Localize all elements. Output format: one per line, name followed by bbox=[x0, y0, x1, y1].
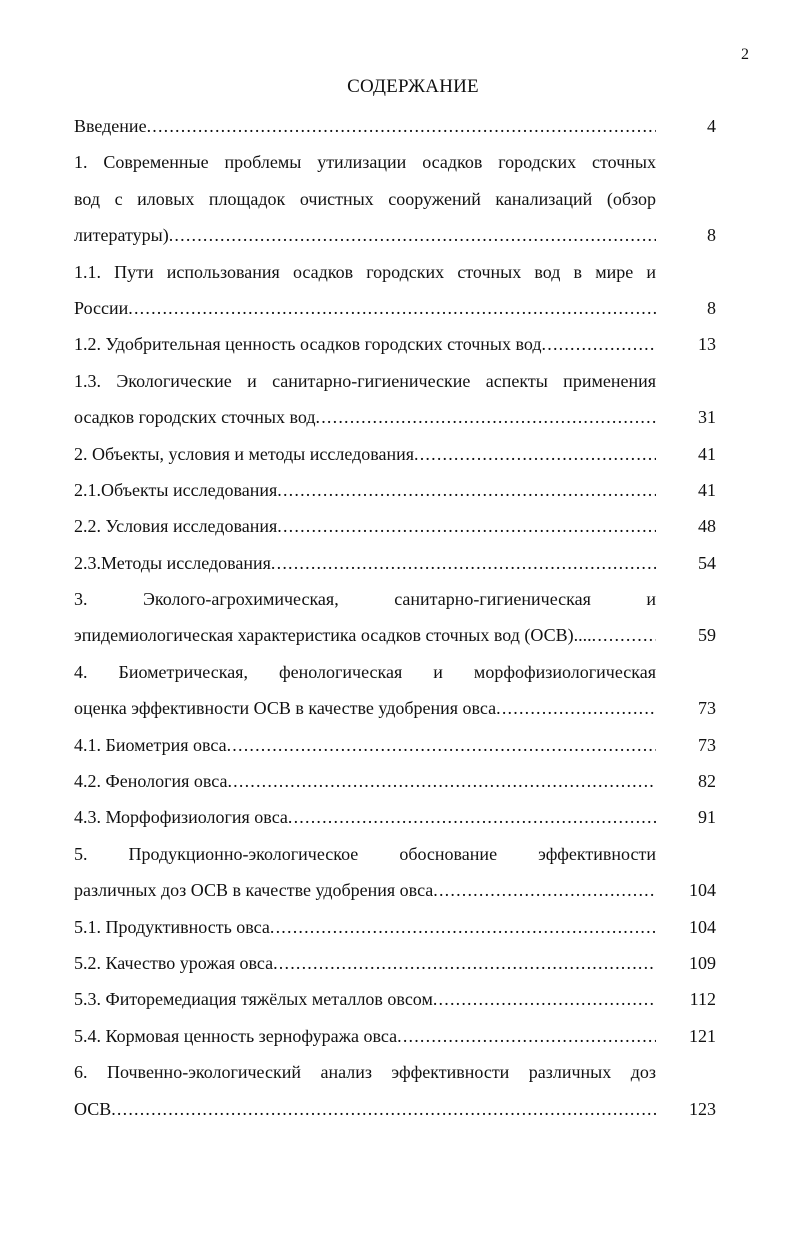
dot-leader bbox=[227, 763, 656, 799]
toc-page-number: 82 bbox=[698, 771, 716, 792]
page-number: 2 bbox=[741, 46, 749, 63]
page-title: СОДЕРЖАНИЕ bbox=[347, 76, 479, 97]
dot-leader bbox=[433, 872, 656, 908]
toc-page-number: 112 bbox=[689, 989, 716, 1010]
toc-entry-last-line bbox=[74, 945, 656, 981]
toc-entry bbox=[74, 1018, 724, 1054]
toc-page-number: 104 bbox=[689, 880, 716, 901]
toc-page-number: 8 bbox=[707, 297, 716, 318]
dot-leader bbox=[147, 108, 656, 144]
toc-entry bbox=[74, 581, 724, 654]
toc-entry-last-line bbox=[74, 872, 656, 908]
toc-entry-line: 1. Современные проблемы утилизации осадков городских сточных bbox=[74, 152, 656, 173]
toc-entry-text: ОСВ bbox=[74, 1098, 112, 1119]
toc-entry-line: 1.1. Пути использования осадков городских сточных вод в мире и bbox=[74, 261, 656, 282]
toc-page-number: 121 bbox=[689, 1025, 716, 1046]
toc-entry-text: 4.3. Морфофизиология овса bbox=[74, 807, 288, 828]
toc-entry-text: 5.2. Качество урожая овса bbox=[74, 952, 274, 973]
toc-page-number: 59 bbox=[698, 625, 716, 646]
toc-entry bbox=[74, 108, 724, 144]
toc-entry-text: 5.3. Фиторемедиация тяжёлых металлов овсом bbox=[74, 989, 433, 1010]
toc-entry-line: вод с иловых площадок очистных сооружений канализаций (обзор bbox=[74, 188, 656, 209]
toc-entry bbox=[74, 363, 724, 436]
toc-entry-line: 3. Эколого-агрохимическая, санитарно-гигиеническая и bbox=[74, 589, 656, 610]
toc-entry bbox=[74, 909, 724, 945]
dot-leader bbox=[277, 508, 656, 544]
toc-entry bbox=[74, 508, 724, 544]
dot-leader bbox=[128, 290, 656, 326]
toc-entry bbox=[74, 254, 724, 327]
toc-entry-text: 2.2. Условия исследования bbox=[74, 516, 278, 537]
toc-page-number: 91 bbox=[698, 807, 716, 828]
toc-page-number: 73 bbox=[698, 698, 716, 719]
toc-entry-text: эпидемиологическая характеристика осадков сточных вод (ОСВ).... bbox=[74, 625, 592, 646]
toc-page-number: 8 bbox=[707, 225, 716, 246]
toc-entry-text: литературы) bbox=[74, 225, 169, 246]
toc-page-number: 54 bbox=[698, 552, 716, 573]
toc-page-number: 73 bbox=[698, 734, 716, 755]
toc-entry-text: 2. Объекты, условия и методы исследования bbox=[74, 443, 415, 464]
dot-leader bbox=[111, 1091, 656, 1127]
toc-entry bbox=[74, 945, 724, 981]
toc-entry-text: 2.1.Объекты исследования bbox=[74, 479, 278, 500]
dot-leader bbox=[169, 217, 656, 253]
toc-page-number: 41 bbox=[698, 443, 716, 464]
toc-entry-text: Введение bbox=[74, 116, 147, 136]
toc-page-number: 41 bbox=[698, 479, 716, 500]
toc-entry bbox=[74, 1054, 724, 1127]
toc-entry-text: осадков городских сточных вод bbox=[74, 407, 316, 428]
toc-entry-last-line bbox=[74, 508, 656, 544]
toc-entry-last-line bbox=[74, 290, 656, 326]
toc-entry bbox=[74, 836, 724, 909]
table-of-contents bbox=[74, 108, 724, 1127]
dot-leader bbox=[273, 945, 656, 981]
toc-entry-last-line bbox=[74, 1091, 656, 1127]
dot-leader bbox=[227, 727, 656, 763]
toc-entry-last-line bbox=[74, 909, 656, 945]
toc-page-number: 104 bbox=[689, 916, 716, 937]
toc-entry-line: 5. Продукционно-экологическое обоснование эффективности bbox=[74, 843, 656, 864]
toc-entry-text: 1.2. Удобрительная ценность осадков городских сточных вод bbox=[74, 334, 542, 355]
toc-entry-text: 5.1. Продуктивность овса bbox=[74, 916, 270, 937]
toc-entry-line: 4. Биометрическая, фенологическая и морфофизиологическая bbox=[74, 661, 656, 682]
dot-leader bbox=[592, 617, 656, 653]
toc-entry-text: 4.1. Биометрия овса bbox=[74, 734, 227, 755]
toc-entry-last-line bbox=[74, 217, 656, 253]
dot-leader bbox=[496, 690, 656, 726]
toc-entry-last-line bbox=[74, 545, 656, 581]
toc-entry-last-line bbox=[74, 617, 656, 653]
toc-page-number: 123 bbox=[689, 1098, 716, 1119]
toc-entry-text: 5.4. Кормовая ценность зернофуража овса bbox=[74, 1025, 398, 1046]
toc-entry bbox=[74, 326, 724, 362]
toc-entry-last-line bbox=[74, 472, 656, 508]
dot-leader bbox=[414, 436, 656, 472]
toc-entry-text: России bbox=[74, 297, 129, 318]
toc-page-number: 4 bbox=[707, 116, 716, 136]
toc-page-number: 13 bbox=[698, 334, 716, 355]
toc-entry-last-line bbox=[74, 981, 656, 1017]
toc-entry-last-line bbox=[74, 436, 656, 472]
toc-entry bbox=[74, 436, 724, 472]
toc-entry-line: 6. Почвенно-экологический анализ эффективности различных доз bbox=[74, 1062, 656, 1083]
dot-leader bbox=[316, 399, 656, 435]
toc-entry bbox=[74, 472, 724, 508]
toc-entry bbox=[74, 799, 724, 835]
toc-entry-text: различных доз ОСВ в качестве удобрения овса bbox=[74, 880, 434, 901]
toc-entry bbox=[74, 545, 724, 581]
toc-entry bbox=[74, 727, 724, 763]
dot-leader bbox=[277, 472, 656, 508]
dot-leader bbox=[542, 326, 656, 362]
toc-entry-text: 4.2. Фенология овса bbox=[74, 771, 228, 792]
toc-entry bbox=[74, 144, 724, 253]
toc-entry-text: 2.3.Методы исследования bbox=[74, 552, 271, 573]
toc-entry bbox=[74, 654, 724, 727]
toc-entry-last-line bbox=[74, 399, 656, 435]
toc-entry bbox=[74, 981, 724, 1017]
dot-leader bbox=[433, 981, 656, 1017]
dot-leader bbox=[270, 909, 656, 945]
toc-entry bbox=[74, 763, 724, 799]
toc-entry-text: оценка эффективности ОСВ в качестве удобрения овса bbox=[74, 698, 497, 719]
toc-entry-last-line bbox=[74, 1018, 656, 1054]
dot-leader bbox=[288, 799, 656, 835]
dot-leader bbox=[271, 545, 656, 581]
toc-page-number: 31 bbox=[698, 407, 716, 428]
toc-entry-last-line bbox=[74, 763, 656, 799]
toc-page-number: 109 bbox=[689, 952, 716, 973]
toc-entry-line: 1.3. Экологические и санитарно-гигиенические аспекты применения bbox=[74, 370, 656, 391]
dot-leader bbox=[397, 1018, 656, 1054]
toc-entry-last-line bbox=[74, 326, 656, 362]
toc-entry-last-line bbox=[74, 727, 656, 763]
toc-entry-last-line bbox=[74, 799, 656, 835]
toc-entry-last-line bbox=[74, 108, 656, 144]
toc-page-number: 48 bbox=[698, 516, 716, 537]
toc-entry-last-line bbox=[74, 690, 656, 726]
